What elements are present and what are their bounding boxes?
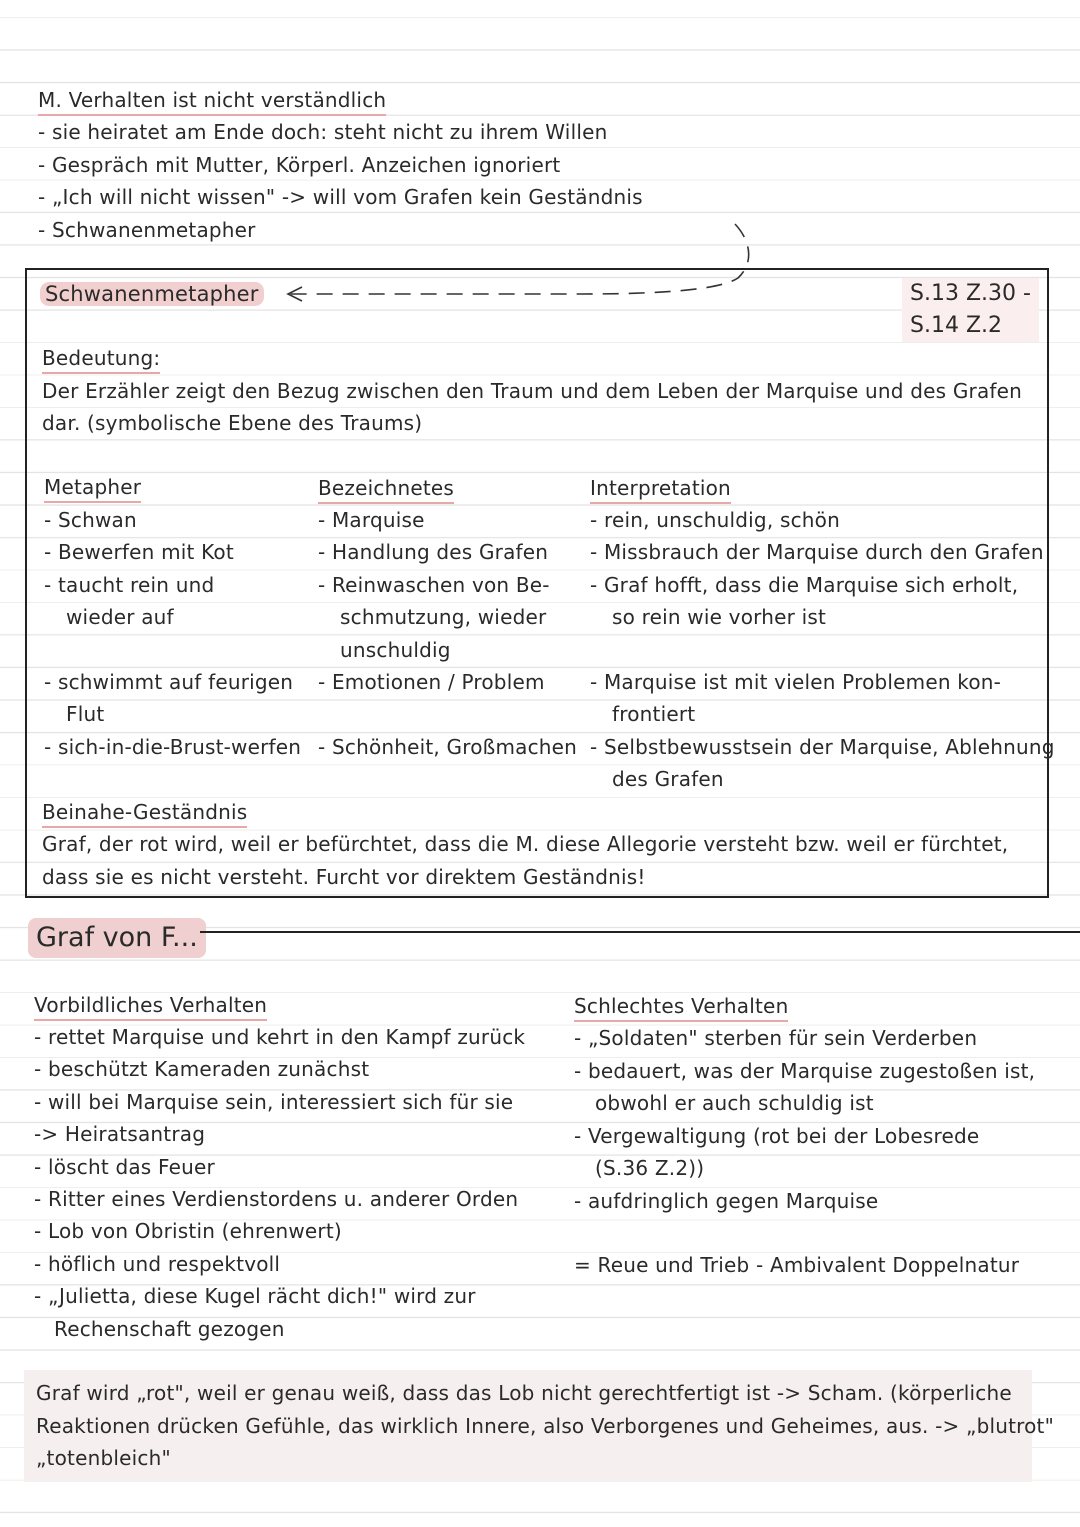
interpretation-item: frontiert <box>612 702 696 726</box>
swan-box-title: Schwanenmetapher <box>40 281 264 307</box>
good-behavior-item: - will bei Marquise sein, interessiert sich für sie <box>34 1090 514 1114</box>
list-item: - Gespräch mit Mutter, Körperl. Anzeichen ignoriert <box>38 153 561 177</box>
bad-behavior-item: - aufdringlich gegen Marquise <box>574 1189 879 1213</box>
interpretation-item: so rein wie vorher ist <box>612 605 826 629</box>
interpretation-item: des Grafen <box>612 767 724 791</box>
good-behavior-item: - Ritter eines Verdienstordens u. anderer Orden <box>34 1187 519 1211</box>
signified-item: - Handlung des Grafen <box>318 540 549 564</box>
column-header-bezeichnetes: Bezeichnetes <box>318 475 454 504</box>
good-behavior-item: - löscht das Feuer <box>34 1155 215 1179</box>
bad-behavior-item: (S.36 Z.2)) <box>595 1156 705 1180</box>
metaphor-item: - Schwan <box>44 508 137 532</box>
page-reference-line: S.13 Z.30 - <box>910 281 1031 306</box>
list-item: - sie heiratet am Ende doch: steht nicht zu ihrem Willen <box>38 120 608 144</box>
page-reference-line: S.14 Z.2 <box>910 313 1003 338</box>
signified-item: - Emotionen / Problem <box>318 670 545 694</box>
signified-item: unschuldig <box>340 638 451 662</box>
bad-behavior-item: - bedauert, was der Marquise zugestoßen ist, <box>574 1059 1036 1083</box>
section-heading-behavior: M. Verhalten ist nicht verständlich <box>38 87 386 116</box>
column-header-metapher: Metapher <box>44 474 141 503</box>
good-behavior-item: - „Julietta, diese Kugel rächt dich!" wird zur <box>34 1284 476 1308</box>
meaning-heading: Bedeutung: <box>42 345 160 374</box>
good-behavior-heading: Vorbildliches Verhalten <box>34 992 267 1021</box>
bad-behavior-heading: Schlechtes Verhalten <box>574 993 788 1022</box>
divider <box>200 931 1080 933</box>
good-behavior-item: - höflich und respektvoll <box>34 1252 281 1276</box>
confession-heading: Beinahe-Geständnis <box>42 799 247 828</box>
column-header-interpretation: Interpretation <box>590 475 731 504</box>
good-behavior-item: - rettet Marquise und kehrt in den Kampf zurück <box>34 1025 526 1049</box>
graf-heading-highlight <box>28 918 206 958</box>
summary-text: „totenbleich" <box>36 1446 171 1470</box>
page-reference <box>902 278 1039 342</box>
interpretation-item: - Marquise ist mit vielen Problemen kon- <box>590 670 1002 694</box>
list-item: - „Ich will nicht wissen" -> will vom Grafen kein Geständnis <box>38 185 643 209</box>
summary-text: Graf wird „rot", weil er genau weiß, dass das Lob nicht gerechtfertigt ist -> Scham. (körperliche <box>36 1381 1012 1405</box>
metaphor-item: - schwimmt auf feurigen <box>44 670 294 694</box>
list-item: - Schwanenmetapher <box>38 218 256 242</box>
signified-item: - Marquise <box>318 508 425 532</box>
metaphor-item: - Bewerfen mit Kot <box>44 540 234 564</box>
confession-text: dass sie es nicht versteht. Furcht vor direktem Geständnis! <box>42 865 646 889</box>
interpretation-item: - rein, unschuldig, schön <box>590 508 840 532</box>
signified-item: schmutzung, wieder <box>340 605 547 629</box>
meaning-text: Der Erzähler zeigt den Bezug zwischen den Traum und dem Leben der Marquise und des Grafen <box>42 379 1023 403</box>
good-behavior-item: - beschützt Kameraden zunächst <box>34 1057 370 1081</box>
bad-behavior-item: obwohl er auch schuldig ist <box>595 1091 874 1115</box>
meaning-text: dar. (symbolische Ebene des Traums) <box>42 411 423 435</box>
signified-item: - Schönheit, Großmachen <box>318 735 578 759</box>
interpretation-item: - Selbstbewusstsein der Marquise, Ablehnung <box>590 735 1055 759</box>
bad-behavior-item: - „Soldaten" sterben für sein Verderben <box>574 1026 978 1050</box>
metaphor-item: - sich-in-die-Brust-werfen <box>44 735 302 759</box>
good-behavior-item: Rechenschaft gezogen <box>54 1317 285 1341</box>
bad-behavior-item: - Vergewaltigung (rot bei der Lobesrede <box>574 1124 980 1148</box>
graf-heading: Graf von F... <box>36 922 198 953</box>
summary-text: Reaktionen drücken Gefühle, das wirklich Innere, also Verborgenes und Geheimes, aus. -> „blutrot" <box>36 1414 1055 1438</box>
metaphor-item: Flut <box>66 702 105 726</box>
metaphor-item: - taucht rein und <box>44 573 215 597</box>
good-behavior-item: -> Heiratsantrag <box>34 1122 206 1146</box>
confession-text: Graf, der rot wird, weil er befürchtet, dass die M. diese Allegorie versteht bzw. weil er fürchtet, <box>42 832 1009 856</box>
interpretation-item: - Missbrauch der Marquise durch den Grafen <box>590 540 1044 564</box>
metaphor-item: wieder auf <box>66 605 174 629</box>
signified-item: - Reinwaschen von Be- <box>318 573 550 597</box>
interpretation-item: - Graf hofft, dass die Marquise sich erholt, <box>590 573 1019 597</box>
behavior-conclusion: = Reue und Trieb - Ambivalent Doppelnatur <box>574 1253 1020 1277</box>
good-behavior-item: - Lob von Obristin (ehrenwert) <box>34 1219 342 1243</box>
